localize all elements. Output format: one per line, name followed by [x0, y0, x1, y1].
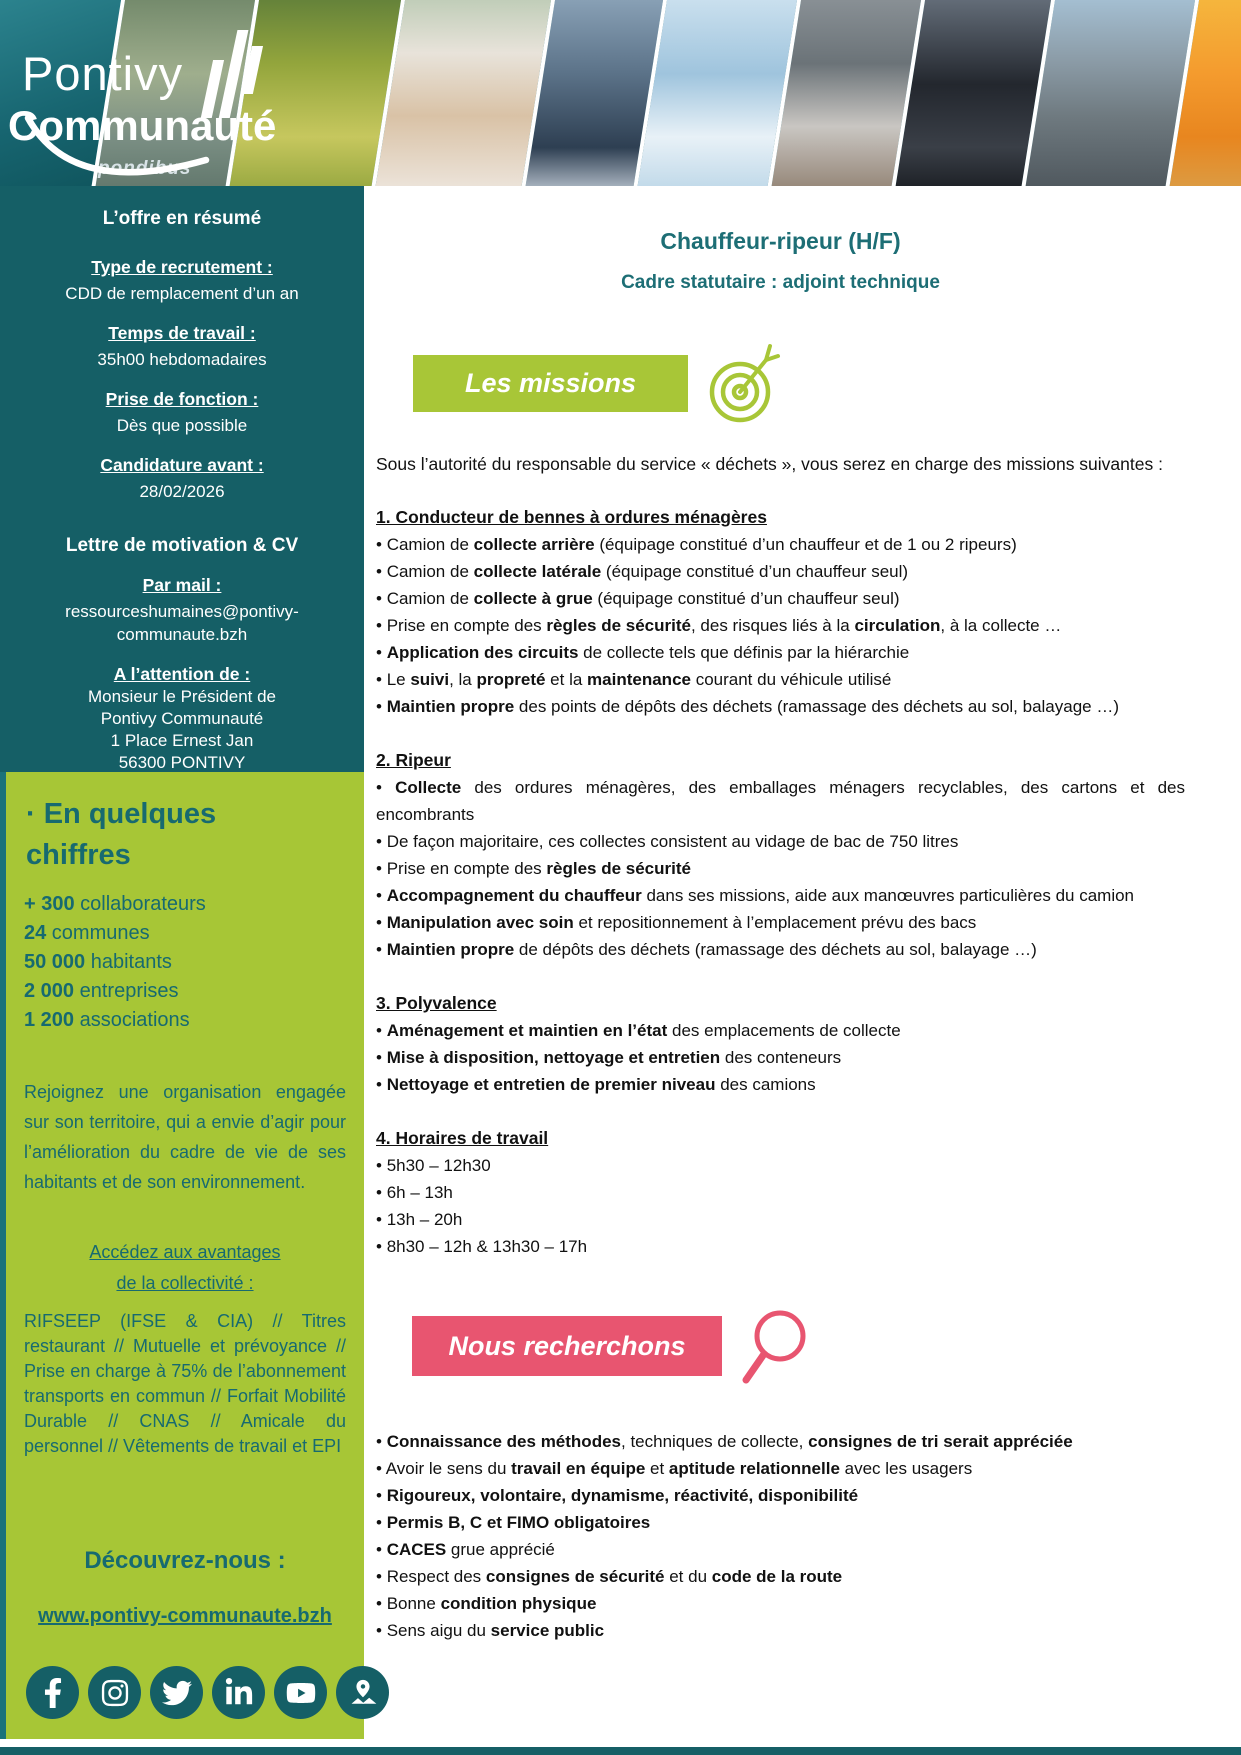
- figures-title: · En quelques chiffres: [26, 798, 217, 871]
- instagram-icon[interactable]: [88, 1666, 141, 1719]
- requirements-list: [376, 1428, 1185, 1644]
- stat-line: + 300 collaborateurs: [24, 893, 206, 915]
- section-heading: 4. Horaires de travail: [376, 1128, 549, 1148]
- address-line: 1 Place Ernest Jan: [110, 731, 254, 750]
- logo-line1: Pontivy: [22, 47, 184, 100]
- bullet-item: • Aménagement et maintien en l’état des emplacements de collecte: [376, 1021, 901, 1040]
- requirement-item: • Permis B, C et FIMO obligatoires: [376, 1513, 651, 1532]
- benefits-list: RIFSEEP (IFSE & CIA) // Titres restaurant // Mutuelle et prévoyance // Prise en charge à 75% de l’abonnement transports en commun // Forfait Mobilité Durable // CNAS // Amicale du personnel // Vêtements de travail et EPI: [24, 1311, 346, 1456]
- twitter-icon[interactable]: [150, 1666, 203, 1719]
- address-line: Monsieur le Président de: [87, 687, 277, 706]
- email-address[interactable]: ressourceshumaines@pontivy-communaute.bzh: [65, 602, 299, 644]
- bullet-item: • Nettoyage et entretien de premier niveau des camions: [376, 1075, 816, 1094]
- bullet-item: • Application des circuits de collecte tels que définis par la hiérarchie: [376, 643, 910, 662]
- bullet-item: • Camion de collecte à grue (équipage constitué d’un chauffeur seul): [376, 589, 900, 608]
- requirement-item: • CACES grue apprécié: [376, 1540, 555, 1559]
- benefits-link[interactable]: Accédez aux avantages de la collectivité :: [89, 1242, 281, 1293]
- bullet-item: • De façon majoritaire, ces collectes consistent au vidage de bac de 750 litres: [376, 832, 959, 851]
- magnifier-icon: [738, 1306, 810, 1390]
- bullet-item: • Manipulation avec soin et repositionnement à l’emplacement prévu des bacs: [376, 913, 977, 932]
- address-line: Pontivy Communauté: [100, 709, 264, 728]
- search-banner: Nous recherchons: [412, 1316, 722, 1376]
- territory-icon[interactable]: [336, 1666, 389, 1719]
- missions-banner: Les missions: [413, 355, 688, 412]
- sidebar: [0, 186, 364, 1747]
- summary-item-value: CDD de remplacement d’un an: [65, 284, 299, 303]
- bullet-item: • Prise en compte des règles de sécurité: [376, 859, 691, 878]
- offer-summary-panel: [0, 186, 364, 772]
- requirement-item: • Connaissance des méthodes, techniques de collecte, consignes de tri serait appréciée: [376, 1432, 1073, 1451]
- summary-item-value: 28/02/2026: [139, 482, 225, 501]
- requirement-item: • Respect des consignes de sécurité et du code de la route: [376, 1567, 843, 1586]
- pontivy-communaute-logo: [6, 18, 306, 186]
- job-description: [364, 186, 1241, 1644]
- bullet-item: • 5h30 – 12h30: [376, 1156, 491, 1175]
- summary-item-label: Temps de travail :: [108, 323, 256, 343]
- requirement-item: • Rigoureux, volontaire, dynamisme, réactivité, disponibilité: [376, 1486, 859, 1505]
- bullet-item: • Camion de collecte latérale (équipage constitué d’un chauffeur seul): [376, 562, 909, 581]
- bullet-item: • Mise à disposition, nettoyage et entretien des conteneurs: [376, 1048, 842, 1067]
- requirement-item: • Bonne condition physique: [376, 1594, 597, 1613]
- figures-stats: [24, 890, 346, 1035]
- summary-item-label: Prise de fonction :: [105, 389, 259, 409]
- social-icons-row: [24, 1666, 346, 1719]
- section-heading: 1. Conducteur de bennes à ordures ménagères: [376, 507, 767, 527]
- header-photo-collage: [0, 0, 1241, 186]
- documents-required: Lettre de motivation & CV: [65, 535, 299, 556]
- job-title: Chauffeur-ripeur (H/F): [660, 228, 901, 254]
- linkedin-icon[interactable]: [212, 1666, 265, 1719]
- organisation-pitch: Rejoignez une organisation engagée sur son territoire, qui a envie d’agir pour l’amélioration du cadre de vie de ses habitants et de son environnement.: [24, 1082, 346, 1192]
- summary-item-value: 35h00 hebdomadaires: [97, 350, 267, 369]
- requirement-item: • Avoir le sens du travail en équipe et aptitude relationnelle avec les usagers: [376, 1459, 973, 1478]
- search-banner-row: [376, 1306, 1185, 1376]
- missions-banner-row: [376, 340, 1185, 412]
- stat-line: 50 000 habitants: [24, 951, 172, 973]
- summary-item-label: Type de recrutement :: [91, 257, 273, 277]
- bullet-item: • 13h – 20h: [376, 1210, 463, 1229]
- mail-label: Par mail :: [142, 575, 222, 595]
- attention-address: [18, 686, 346, 774]
- pondibus-photo-text: pondibus: [98, 158, 192, 179]
- stat-line: 24 communes: [24, 922, 150, 944]
- summary-items: [18, 256, 346, 503]
- job-subtitle: Cadre statutaire : adjoint technique: [621, 272, 940, 293]
- section-heading: 2. Ripeur: [376, 750, 451, 770]
- facebook-icon[interactable]: [26, 1666, 79, 1719]
- summary-title: L’offre en résumé: [102, 208, 262, 229]
- bullet-item: • Collecte des ordures ménagères, des emballages ménagers recyclables, des cartons et des encombrants: [376, 778, 1185, 824]
- bullet-item: • Maintien propre des points de dépôts des déchets (ramassage des déchets au sol, balayage …): [376, 697, 1120, 716]
- intro-paragraph: Sous l’autorité du responsable du service « déchets », vous serez en charge des missions suivantes :: [376, 454, 1163, 474]
- summary-item-label: Candidature avant :: [100, 455, 264, 475]
- youtube-icon[interactable]: [274, 1666, 327, 1719]
- discover-heading: Découvrez-nous :: [84, 1547, 286, 1574]
- bullet-item: • Prise en compte des règles de sécurité, des risques liés à la circulation, à la collecte …: [376, 616, 1062, 635]
- stat-line: 2 000 entreprises: [24, 980, 179, 1002]
- bullet-item: • Maintien propre de dépôts des déchets (ramassage des déchets au sol, balayage …): [376, 940, 1037, 959]
- bullet-item: • 6h – 13h: [376, 1183, 453, 1202]
- summary-item-value: Dès que possible: [116, 416, 248, 435]
- address-line: 56300 PONTIVY: [118, 753, 246, 772]
- figures-panel: [0, 772, 364, 1739]
- website-link[interactable]: www.pontivy-communaute.bzh: [38, 1605, 332, 1627]
- footer-bar: [0, 1747, 1241, 1755]
- target-icon: [704, 340, 782, 426]
- missions-sections: [376, 504, 1185, 1260]
- requirement-item: • Sens aigu du service public: [376, 1621, 605, 1640]
- stat-line: 1 200 associations: [24, 1009, 190, 1031]
- bullet-item: • Camion de collecte arrière (équipage constitué d’un chauffeur et de 1 ou 2 ripeurs): [376, 535, 1017, 554]
- bullet-item: • Accompagnement du chauffeur dans ses missions, aide aux manœuvres particulières du camion: [376, 886, 1135, 905]
- section-heading: 3. Polyvalence: [376, 993, 497, 1013]
- attention-label: A l’attention de :: [113, 664, 251, 684]
- bullet-item: • Le suivi, la propreté et la maintenance courant du véhicule utilisé: [376, 670, 892, 689]
- bullet-item: • 8h30 – 12h & 13h30 – 17h: [376, 1237, 588, 1256]
- logo-line2: Communauté: [8, 102, 277, 149]
